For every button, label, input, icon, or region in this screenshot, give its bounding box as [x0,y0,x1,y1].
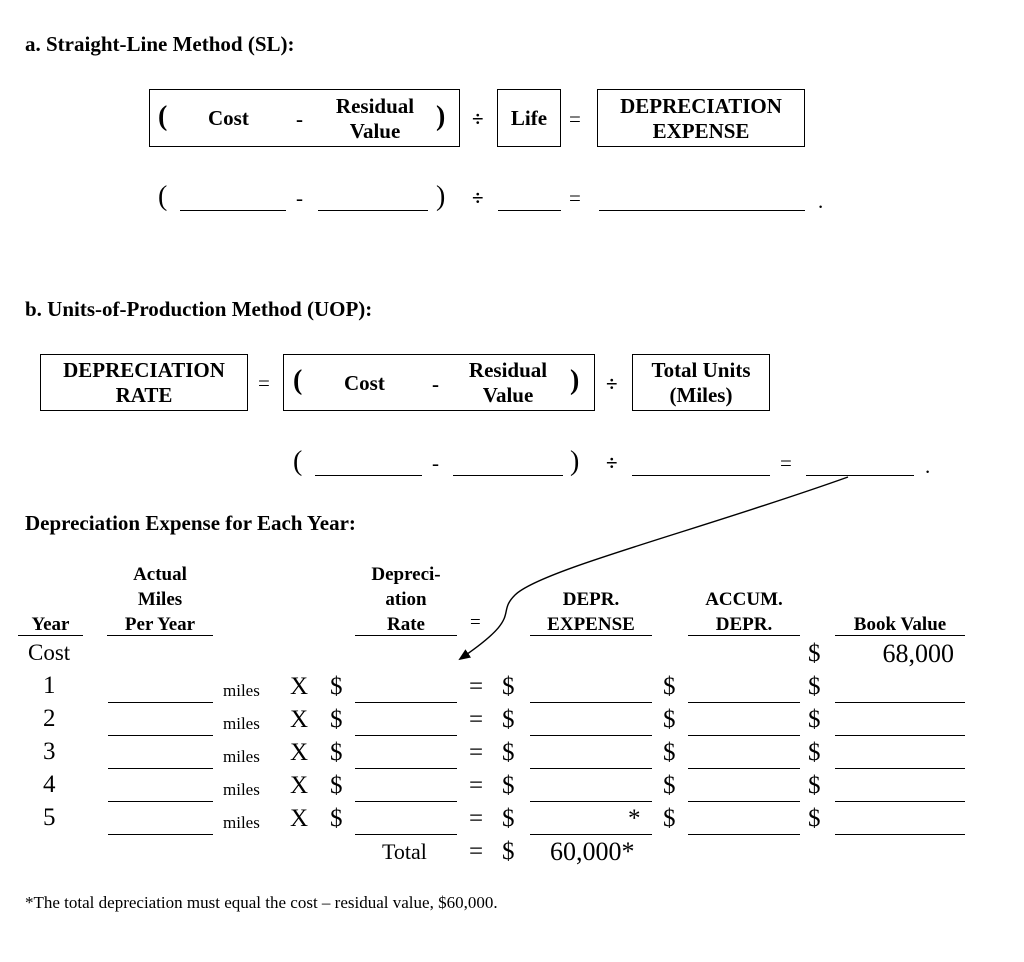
row-rate-dollar: $ [330,739,343,766]
row-accum-dollar: $ [663,673,676,700]
header-rate-line1: Depreci- [371,564,441,585]
uop-residual-line1: Residual [468,358,548,382]
row-year: 1 [43,672,56,699]
total-label: Total [382,839,427,864]
row-miles-blank[interactable] [108,735,213,736]
header-year-rule [18,635,83,636]
uop-rate-label [40,358,248,408]
header-accum-line1: ACCUM. [705,589,783,610]
uop-residual-line2: Value [482,383,534,407]
row-miles-unit: miles [223,747,260,766]
uop-units-label [632,358,770,408]
row-equals: = [469,739,484,766]
header-rate [355,562,457,637]
header-rate-rule [355,635,457,636]
row-rate-dollar: $ [330,673,343,700]
header-accum [688,587,800,637]
row-accum-blank[interactable] [688,801,800,802]
header-miles-line1: Actual [133,564,187,585]
row-book-dollar: $ [808,673,821,700]
row-equals: = [469,706,484,733]
sl-result-line2: EXPENSE [652,119,750,143]
header-accum-rule [688,635,800,636]
row-accum-dollar: $ [663,772,676,799]
sl-cost-blank[interactable] [180,210,286,211]
header-expense-rule [530,635,652,636]
uop-rate-blank[interactable] [806,475,914,476]
sl-result-line1: DEPRECIATION [620,94,782,118]
row-book-dollar: $ [808,805,821,832]
header-equals: = [470,612,481,633]
row-book-blank[interactable] [835,702,965,703]
uop-period: . [925,454,931,478]
sl-blank-equals: = [569,186,581,210]
section-a-title: a. Straight-Line Method (SL): [25,32,295,56]
uop-close-paren: ) [570,365,580,396]
row-book-blank[interactable] [835,834,965,835]
uop-blank-minus: - [432,451,439,475]
row-miles-unit: miles [223,714,260,733]
uop-cost-blank[interactable] [315,475,422,476]
uop-minus: - [432,372,439,396]
row-equals: = [469,805,484,832]
sl-life-blank[interactable] [498,210,561,211]
row-miles-blank[interactable] [108,834,213,835]
row-rate-blank[interactable] [355,768,457,769]
sl-cost-label: Cost [208,106,249,130]
row-times: X [290,772,309,799]
uop-rate-line2: RATE [115,383,173,407]
sl-expense-blank[interactable] [599,210,805,211]
uop-units-blank[interactable] [632,475,770,476]
header-expense [530,587,652,637]
cost-row-dollar: $ [808,640,821,667]
total-value: 60,000* [550,837,635,866]
sl-divide: ÷ [472,107,484,131]
row-expense-dollar: $ [502,805,515,832]
sl-residual-label [325,94,425,144]
uop-open-paren: ( [293,365,303,396]
header-miles-line2: Miles [137,589,183,610]
footnote: *The total depreciation must equal the cost – residual value, $60,000. [25,893,498,912]
row-book-dollar: $ [808,772,821,799]
row-rate-blank[interactable] [355,702,457,703]
sl-blank-open-paren: ( [158,181,168,212]
sl-blank-close-paren: ) [436,181,446,212]
uop-blank-divide: ÷ [606,451,618,475]
header-year: Year [31,614,70,635]
row-times: X [290,739,309,766]
row-times: X [290,673,309,700]
row-rate-blank[interactable] [355,735,457,736]
row-rate-dollar: $ [330,706,343,733]
row-miles-unit: miles [223,780,260,799]
row-expense-dollar: $ [502,739,515,766]
sl-blank-divide: ÷ [472,186,484,210]
sl-blank-minus: - [296,186,303,210]
row-book-dollar: $ [808,706,821,733]
header-rate-line2: ation [385,589,427,610]
cost-row-label: Cost [28,640,71,665]
sl-minus: - [296,107,303,131]
header-expense-line2: EXPENSE [547,614,635,635]
row-year: 4 [43,771,56,798]
row-miles-unit: miles [223,813,260,832]
cost-row-book-value: 68,000 [882,639,954,668]
row-equals: = [469,772,484,799]
row-rate-dollar: $ [330,805,343,832]
uop-units-line1: Total Units [651,358,751,382]
row-book-blank[interactable] [835,801,965,802]
row-book-dollar: $ [808,739,821,766]
sl-open-paren: ( [158,101,168,132]
header-miles-rule [107,635,213,636]
row-expense-dollar: $ [502,772,515,799]
row-accum-blank[interactable] [688,702,800,703]
row-book-blank[interactable] [835,735,965,736]
row-accum-dollar: $ [663,739,676,766]
row-year: 3 [43,738,56,765]
section-b-title: b. Units-of-Production Method (UOP): [25,297,373,321]
uop-residual-label [458,358,558,408]
row-expense-blank[interactable] [530,801,652,802]
row-rate-dollar: $ [330,772,343,799]
row-equals: = [469,673,484,700]
row-miles-blank[interactable] [108,768,213,769]
row-rate-blank[interactable] [355,801,457,802]
sl-life-label: Life [510,106,548,130]
row-accum-blank[interactable] [688,834,800,835]
sl-residual-blank[interactable] [318,210,428,211]
total-equals: = [469,838,484,865]
uop-rate-line1: DEPRECIATION [63,358,225,382]
sl-equals: = [569,107,581,131]
header-book-value-rule [835,635,965,636]
row-year: 5 [43,804,56,831]
uop-divide: ÷ [606,372,618,396]
sl-period: . [818,189,824,213]
row-expense-blank[interactable] [530,768,652,769]
header-miles [107,562,213,637]
uop-blank-equals: = [780,451,792,475]
header-rate-line3: Rate [387,614,425,635]
uop-blank-open-paren: ( [293,446,303,477]
row-rate-blank[interactable] [355,834,457,835]
uop-cost-label: Cost [344,371,385,395]
row-accum-dollar: $ [663,706,676,733]
header-accum-line2: DEPR. [715,614,773,635]
sl-residual-line2: Value [349,119,401,143]
header-book-value: Book Value [853,614,947,635]
header-expense-line1: DEPR. [562,589,620,610]
row-accum-blank[interactable] [688,768,800,769]
row-year: 2 [43,705,56,732]
sl-residual-line1: Residual [335,94,415,118]
total-dollar: $ [502,838,515,865]
row-expense-asterisk: * [628,805,641,832]
row-miles-unit: miles [223,681,260,700]
row-times: X [290,706,309,733]
row-times: X [290,805,309,832]
table-title: Depreciation Expense for Each Year: [25,511,356,535]
row-book-blank[interactable] [835,768,965,769]
row-expense-blank[interactable] [530,834,652,835]
sl-close-paren: ) [436,101,446,132]
row-miles-blank[interactable] [108,702,213,703]
header-miles-line3: Per Year [124,614,196,635]
uop-blank-close-paren: ) [570,446,580,477]
row-expense-blank[interactable] [530,702,652,703]
row-expense-dollar: $ [502,673,515,700]
uop-equals: = [258,371,270,395]
uop-residual-blank[interactable] [453,475,563,476]
row-expense-dollar: $ [502,706,515,733]
row-expense-blank[interactable] [530,735,652,736]
row-miles-blank[interactable] [108,801,213,802]
uop-units-line2: (Miles) [669,383,733,407]
row-accum-dollar: $ [663,805,676,832]
row-accum-blank[interactable] [688,735,800,736]
sl-result-label [597,94,805,144]
